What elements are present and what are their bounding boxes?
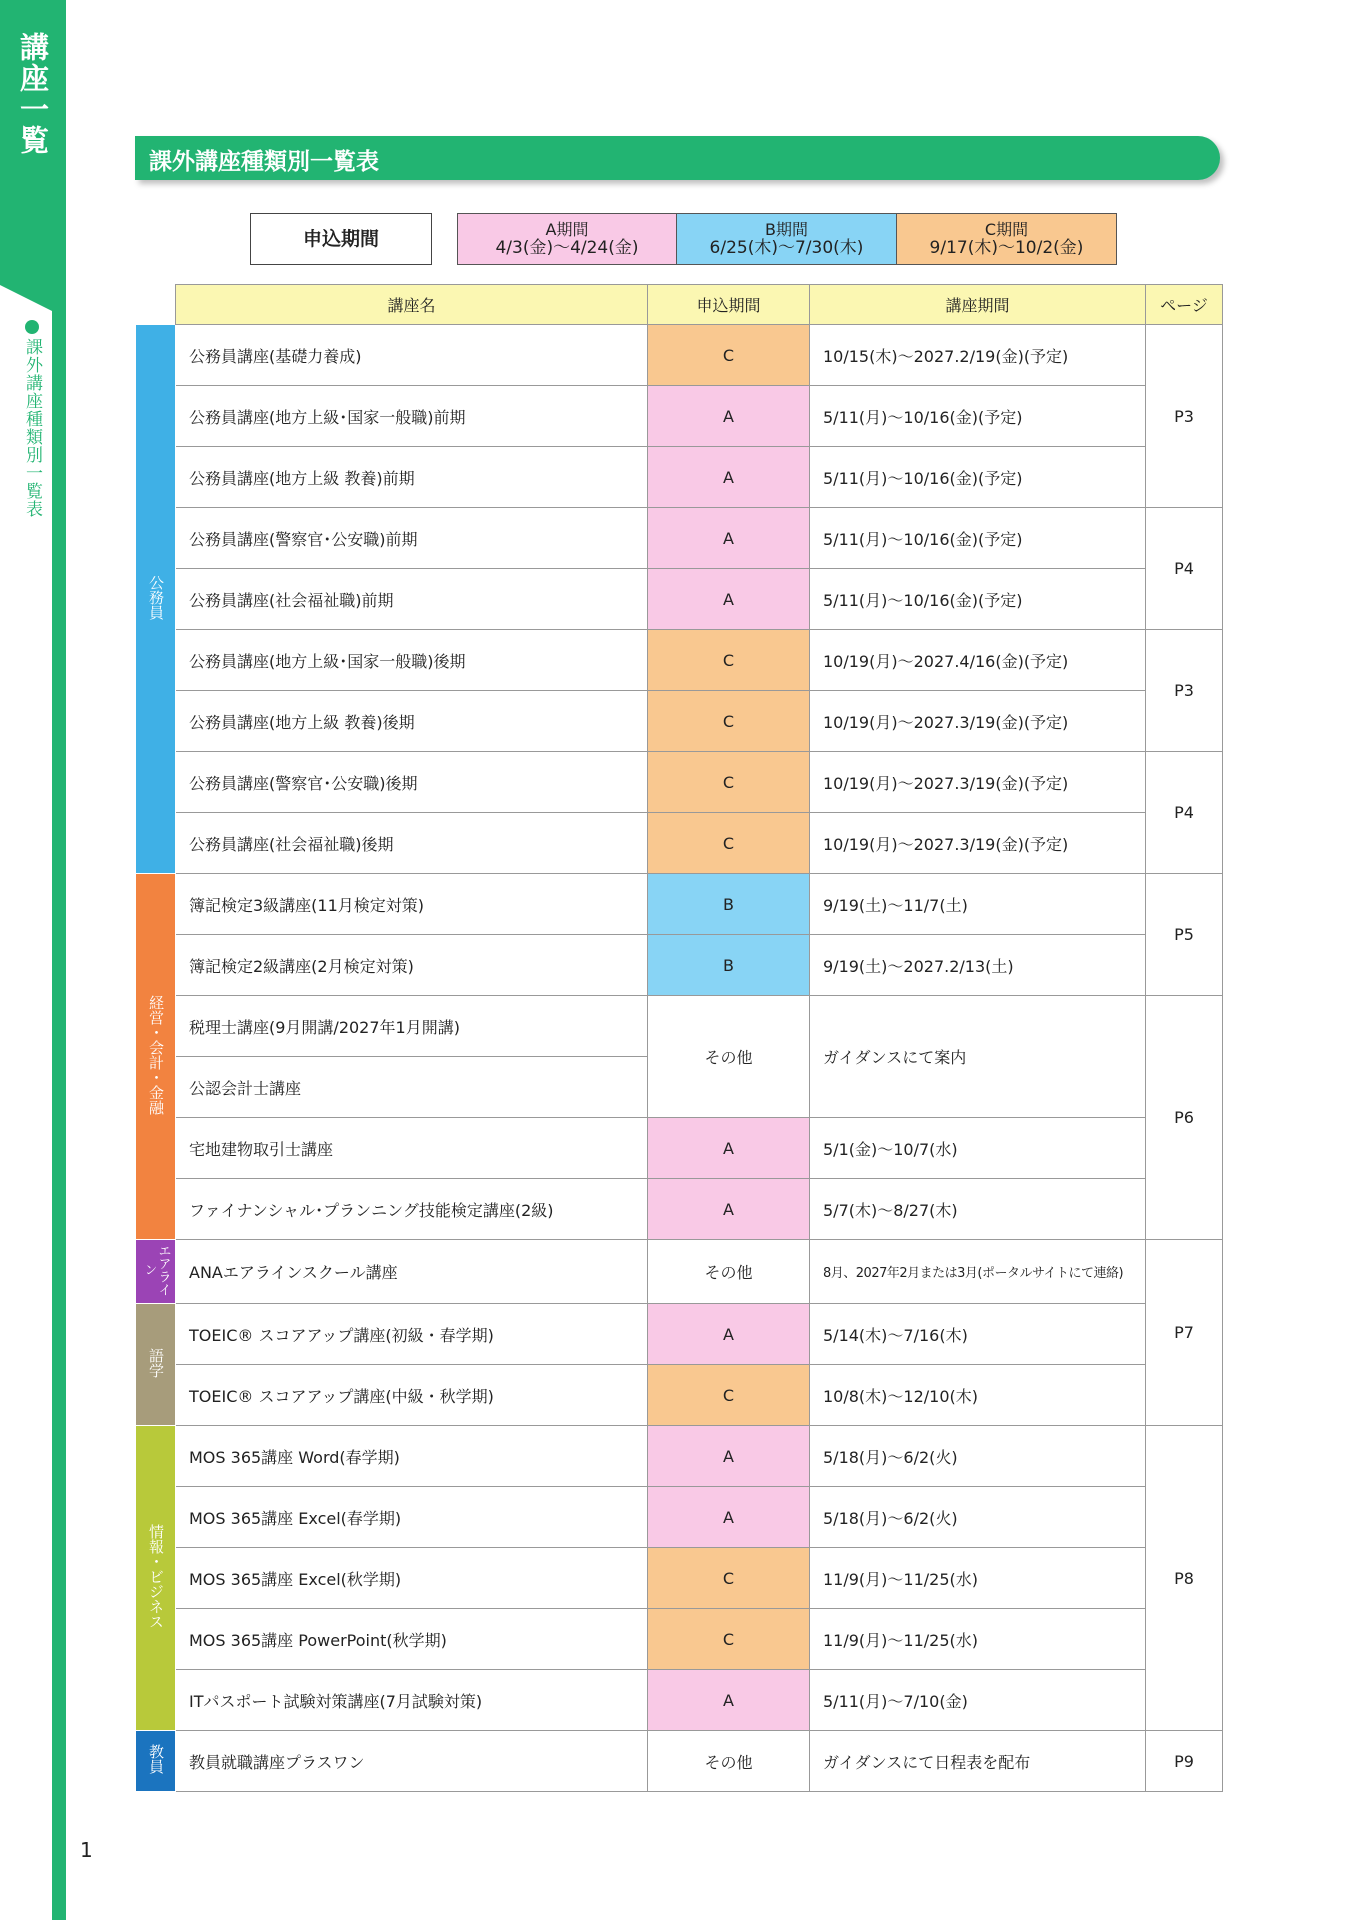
course-period: 10/8(木)～12/10(木) bbox=[810, 1365, 1146, 1426]
apply-period: A bbox=[648, 1179, 810, 1240]
page-ref: P5 bbox=[1146, 874, 1223, 996]
course-period: 10/19(月)～2027.3/19(金)(予定) bbox=[810, 691, 1146, 752]
table-row bbox=[136, 935, 1223, 996]
apply-period: A bbox=[648, 386, 810, 447]
course-name: 公務員講座(警察官･公安職)前期 bbox=[176, 508, 648, 569]
page-number: 1 bbox=[80, 1838, 93, 1862]
legend-a-name: A期間 bbox=[545, 220, 589, 239]
section-banner bbox=[135, 136, 1220, 180]
course-name: 公務員講座(社会福祉職)前期 bbox=[176, 569, 648, 630]
apply-period: C bbox=[648, 1548, 810, 1609]
header-page: ページ bbox=[1146, 285, 1223, 325]
category-label: 公務員 bbox=[147, 574, 165, 620]
course-name: 公務員講座(社会福祉職)後期 bbox=[176, 813, 648, 874]
course-name: 簿記検定2級講座(2月検定対策) bbox=[176, 935, 648, 996]
bullet-dot-icon bbox=[25, 320, 39, 334]
table-row bbox=[136, 630, 1223, 691]
table-row bbox=[136, 1426, 1223, 1487]
apply-period: B bbox=[648, 874, 810, 935]
legend-b-dates: 6/25(木)～7/30(木) bbox=[709, 238, 864, 258]
apply-period: A bbox=[648, 1304, 810, 1365]
course-period: 5/18(月)～6/2(火) bbox=[810, 1487, 1146, 1548]
apply-period: その他 bbox=[648, 1240, 810, 1304]
legend-label: 申込期間 bbox=[250, 213, 432, 265]
table-header bbox=[136, 285, 1223, 325]
page-ref: P4 bbox=[1146, 752, 1223, 874]
table-row bbox=[136, 386, 1223, 447]
legend-period-a bbox=[457, 213, 677, 265]
section-title: 課外講座種類別一覧表 bbox=[149, 149, 379, 175]
apply-period: C bbox=[648, 630, 810, 691]
legend-c-dates: 9/17(木)～10/2(金) bbox=[929, 238, 1084, 258]
table-row bbox=[136, 569, 1223, 630]
table-row bbox=[136, 508, 1223, 569]
apply-period: C bbox=[648, 325, 810, 386]
course-period: ガイダンスにて案内 bbox=[810, 996, 1146, 1118]
legend-a-dates: 4/3(金)～4/24(金) bbox=[495, 238, 639, 258]
course-period: 5/11(月)～7/10(金) bbox=[810, 1670, 1146, 1731]
header-blank bbox=[136, 285, 176, 325]
apply-period: C bbox=[648, 1609, 810, 1670]
course-name: 公務員講座(地方上級 教養)前期 bbox=[176, 447, 648, 508]
apply-period: その他 bbox=[648, 1731, 810, 1792]
table-row bbox=[136, 1731, 1223, 1792]
course-period: 9/19(土)～2027.2/13(土) bbox=[810, 935, 1146, 996]
course-name: 教員就職講座プラスワン bbox=[176, 1731, 648, 1792]
course-period: 10/19(月)～2027.3/19(金)(予定) bbox=[810, 813, 1146, 874]
course-name: 公務員講座(地方上級･国家一般職)後期 bbox=[176, 630, 648, 691]
table-row bbox=[136, 996, 1223, 1057]
table-row bbox=[136, 325, 1223, 386]
apply-period: C bbox=[648, 1365, 810, 1426]
course-period: 5/11(月)～10/16(金)(予定) bbox=[810, 386, 1146, 447]
header-apply-period: 申込期間 bbox=[648, 285, 810, 325]
legend-c-name: C期間 bbox=[984, 220, 1029, 239]
apply-period: その他 bbox=[648, 996, 810, 1118]
course-name: 公認会計士講座 bbox=[176, 1057, 648, 1118]
table-row bbox=[136, 1304, 1223, 1365]
course-name: 簿記検定3級講座(11月検定対策) bbox=[176, 874, 648, 935]
apply-period: A bbox=[648, 508, 810, 569]
table-row bbox=[136, 1670, 1223, 1731]
course-period: 8月、2027年2月または3月(ポータルサイトにて連絡) bbox=[810, 1240, 1146, 1304]
category-it-business bbox=[136, 1426, 176, 1731]
legend-b-name: B期間 bbox=[765, 220, 808, 239]
apply-period: A bbox=[648, 1118, 810, 1179]
course-period: 5/7(木)～8/27(木) bbox=[810, 1179, 1146, 1240]
legend-period-b bbox=[677, 213, 897, 265]
header-course-name: 講座名 bbox=[176, 285, 648, 325]
table-row bbox=[136, 1548, 1223, 1609]
course-name: 公務員講座(地方上級 教養)後期 bbox=[176, 691, 648, 752]
course-name: MOS 365講座 Word(春学期) bbox=[176, 1426, 648, 1487]
apply-period: A bbox=[648, 1670, 810, 1731]
course-period: 9/19(土)～11/7(土) bbox=[810, 874, 1146, 935]
page-ref: P7 bbox=[1146, 1240, 1223, 1426]
category-label: 語学 bbox=[147, 1347, 165, 1378]
table-row bbox=[136, 813, 1223, 874]
table-row bbox=[136, 752, 1223, 813]
apply-period: C bbox=[648, 813, 810, 874]
page-ref: P6 bbox=[1146, 996, 1223, 1240]
apply-period: C bbox=[648, 691, 810, 752]
course-period: 5/18(月)～6/2(火) bbox=[810, 1426, 1146, 1487]
course-period: ガイダンスにて日程表を配布 bbox=[810, 1731, 1146, 1792]
category-airline bbox=[136, 1240, 176, 1304]
header-course-period: 講座期間 bbox=[810, 285, 1146, 325]
category-label: 経営・会計・金融 bbox=[147, 994, 165, 1115]
category-language bbox=[136, 1304, 176, 1426]
table-row bbox=[136, 1240, 1223, 1304]
chapter-title: 講座一覧 bbox=[16, 32, 50, 156]
page-ref: P3 bbox=[1146, 630, 1223, 752]
table-row bbox=[136, 1365, 1223, 1426]
apply-period: A bbox=[648, 447, 810, 508]
course-period: 11/9(月)～11/25(水) bbox=[810, 1548, 1146, 1609]
course-period: 10/19(月)～2027.4/16(金)(予定) bbox=[810, 630, 1146, 691]
page-ref: P9 bbox=[1146, 1731, 1223, 1792]
course-period: 5/14(木)～7/16(木) bbox=[810, 1304, 1146, 1365]
course-name: ITパスポート試験対策講座(7月試験対策) bbox=[176, 1670, 648, 1731]
course-name: 公務員講座(警察官･公安職)後期 bbox=[176, 752, 648, 813]
category-label: 情報・ビジネス bbox=[147, 1523, 165, 1629]
course-period: 5/11(月)～10/16(金)(予定) bbox=[810, 569, 1146, 630]
course-period: 10/19(月)～2027.3/19(金)(予定) bbox=[810, 752, 1146, 813]
table-row bbox=[136, 691, 1223, 752]
course-name: MOS 365講座 Excel(秋学期) bbox=[176, 1548, 648, 1609]
page-ref: P4 bbox=[1146, 508, 1223, 630]
apply-period: A bbox=[648, 1426, 810, 1487]
course-name: ファイナンシャル･プランニング技能検定講座(2級) bbox=[176, 1179, 648, 1240]
course-name: 宅地建物取引士講座 bbox=[176, 1118, 648, 1179]
table-row bbox=[136, 1609, 1223, 1670]
category-civil-service bbox=[136, 325, 176, 874]
table-row bbox=[136, 1179, 1223, 1240]
course-table bbox=[135, 284, 1223, 1792]
course-period: 5/11(月)～10/16(金)(予定) bbox=[810, 447, 1146, 508]
legend-period-c bbox=[897, 213, 1117, 265]
table-row bbox=[136, 447, 1223, 508]
category-teacher bbox=[136, 1731, 176, 1792]
apply-period: A bbox=[648, 1487, 810, 1548]
course-period: 11/9(月)～11/25(水) bbox=[810, 1609, 1146, 1670]
course-name: MOS 365講座 PowerPoint(秋学期) bbox=[176, 1609, 648, 1670]
category-business-accounting bbox=[136, 874, 176, 1240]
sidebar-tab bbox=[0, 285, 52, 1920]
course-name: 公務員講座(地方上級･国家一般職)前期 bbox=[176, 386, 648, 447]
apply-period: B bbox=[648, 935, 810, 996]
table-row bbox=[136, 1118, 1223, 1179]
apply-period: A bbox=[648, 569, 810, 630]
apply-period: C bbox=[648, 752, 810, 813]
course-period: 5/1(金)～10/7(水) bbox=[810, 1118, 1146, 1179]
section-index-label: 課外講座種類別一覧表 bbox=[22, 338, 42, 518]
page-ref: P3 bbox=[1146, 325, 1223, 508]
course-period: 5/11(月)～10/16(金)(予定) bbox=[810, 508, 1146, 569]
category-label: エアライン bbox=[141, 1243, 171, 1296]
category-label: 教員 bbox=[147, 1744, 165, 1774]
course-name: 公務員講座(基礎力養成) bbox=[176, 325, 648, 386]
course-name: TOEIC® スコアアップ講座(初級・春学期) bbox=[176, 1304, 648, 1365]
course-period: 10/15(木)～2027.2/19(金)(予定) bbox=[810, 325, 1146, 386]
page-ref: P8 bbox=[1146, 1426, 1223, 1731]
table-row bbox=[136, 1487, 1223, 1548]
course-name: ANAエアラインスクール講座 bbox=[176, 1240, 648, 1304]
course-name: MOS 365講座 Excel(春学期) bbox=[176, 1487, 648, 1548]
course-name: 税理士講座(9月開講/2027年1月開講) bbox=[176, 996, 648, 1057]
table-row bbox=[136, 874, 1223, 935]
section-index bbox=[20, 320, 44, 518]
course-name: TOEIC® スコアアップ講座(中級・秋学期) bbox=[176, 1365, 648, 1426]
